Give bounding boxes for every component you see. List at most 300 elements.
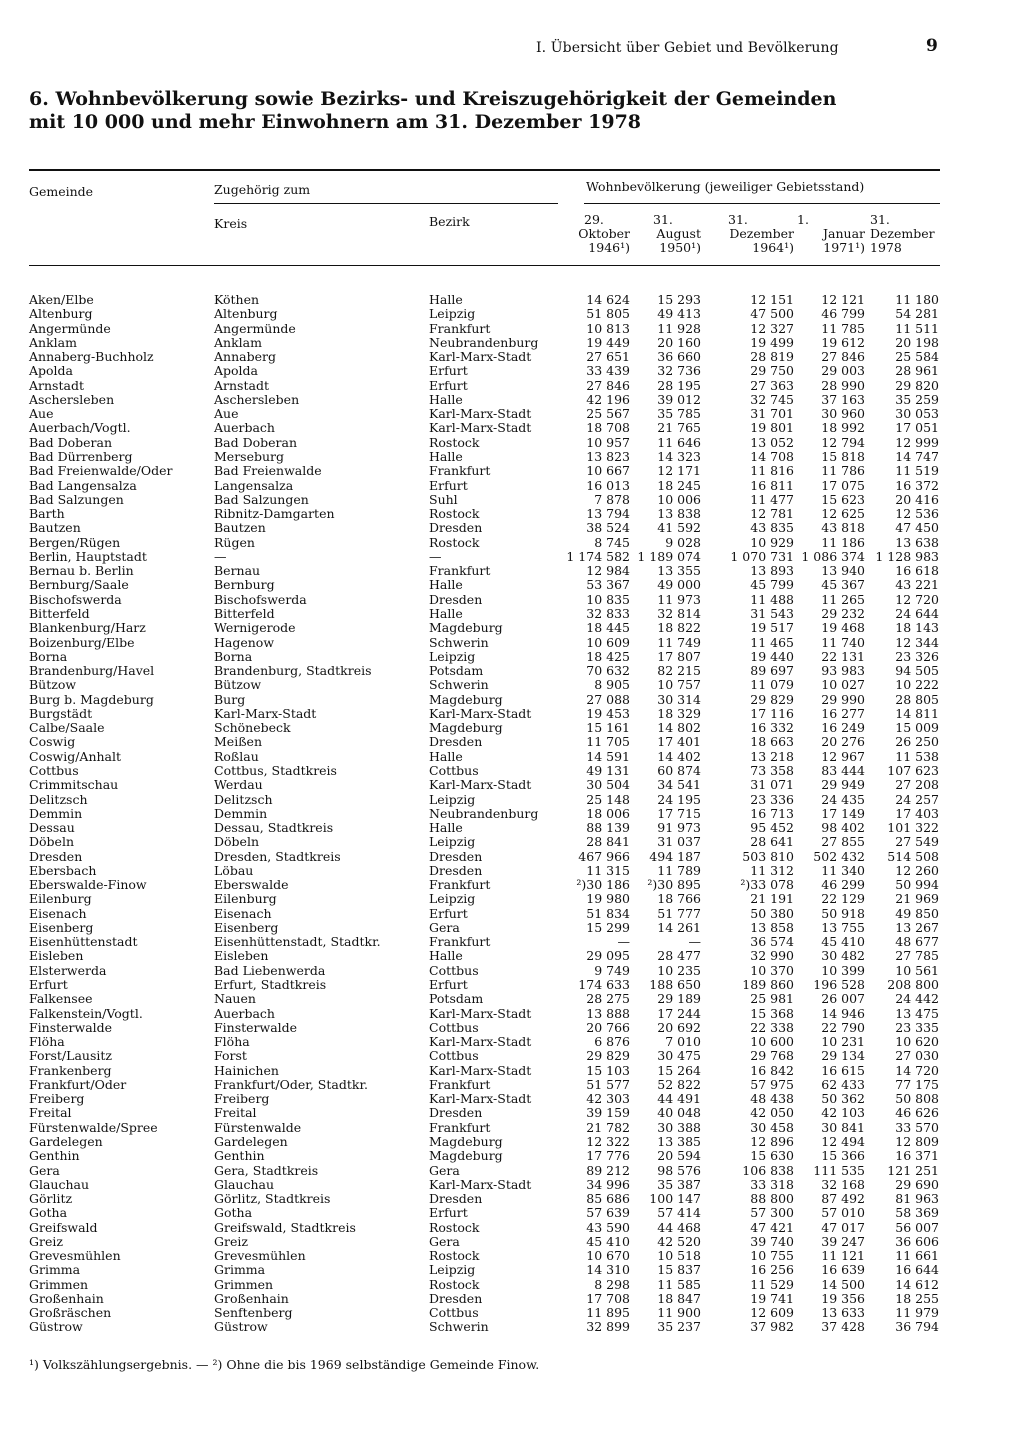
value-1950-cell: 44 491 — [657, 1091, 701, 1107]
value-1964-cell: 73 358 — [750, 762, 794, 778]
value-1971-cell: 18 992 — [821, 420, 865, 436]
value-1971-cell: 11 186 — [821, 534, 865, 550]
kreis-cell: Glauchau — [214, 1176, 275, 1192]
bezirk-cell: Halle — [429, 577, 463, 593]
kreis-cell: Freiberg — [214, 1091, 270, 1107]
value-1946-cell: 13 823 — [586, 449, 630, 464]
value-1964-cell: 11 529 — [750, 1276, 794, 1292]
value-1950-cell: 35 785 — [657, 406, 701, 422]
value-1950-cell: 1 189 074 — [637, 548, 701, 564]
value-1978-cell: 24 644 — [895, 605, 939, 621]
bezirk-cell: Rostock — [429, 1219, 480, 1235]
value-1971-cell: 39 247 — [821, 1233, 865, 1249]
bezirk-cell: Magdeburg — [429, 620, 503, 636]
value-1971-cell: 12 625 — [821, 506, 865, 521]
bezirk-cell: Potsdam — [429, 663, 484, 678]
gemeinde-cell: Flöha — [29, 1034, 65, 1049]
value-1950-cell: 20 160 — [657, 334, 701, 350]
value-1971-cell: 57 010 — [821, 1205, 865, 1221]
value-1946-cell: 28 841 — [586, 834, 630, 850]
bezirk-cell: Magdeburg — [429, 1133, 503, 1149]
value-1950-cell: 15 837 — [657, 1262, 701, 1278]
kreis-cell: Bad Freienwalde — [214, 463, 322, 479]
gemeinde-cell: Delitzsch — [29, 791, 88, 807]
bezirk-cell: Dresden — [429, 848, 483, 864]
value-1946-cell: 51 834 — [586, 905, 630, 921]
gemeinde-cell: Gardelegen — [29, 1133, 103, 1149]
kreis-cell: Greiz — [214, 1233, 248, 1249]
value-1971-cell: 93 983 — [821, 663, 865, 678]
value-1964-cell: 503 810 — [742, 848, 794, 864]
gemeinde-cell: Grevesmühlen — [29, 1248, 121, 1264]
kreis-cell: Borna — [214, 648, 253, 664]
header-date-1946-month: Oktober — [578, 226, 630, 241]
kreis-cell: Fürstenwalde — [214, 1119, 302, 1135]
gemeinde-cell: Freital — [29, 1105, 72, 1121]
bezirk-cell: Frankfurt — [429, 320, 491, 336]
gemeinde-cell: Gotha — [29, 1205, 68, 1221]
value-1971-cell: 12 494 — [821, 1133, 865, 1149]
value-1978-cell: 94 505 — [895, 663, 939, 678]
value-1950-cell: 13 385 — [657, 1133, 701, 1149]
bezirk-cell: Cottbus — [429, 762, 479, 778]
value-1978-cell: 13 638 — [895, 534, 939, 550]
value-1971-cell: 15 818 — [821, 449, 865, 464]
bezirk-cell: Frankfurt — [429, 563, 491, 579]
value-1946-cell: 10 835 — [586, 591, 630, 607]
gemeinde-cell: Bischofswerda — [29, 591, 122, 607]
value-1950-cell: 12 171 — [657, 463, 701, 479]
value-1964-cell: ²)33 078 — [740, 877, 794, 893]
value-1964-cell: 89 697 — [750, 663, 794, 678]
value-1946-cell: 17 708 — [586, 1290, 630, 1306]
value-1950-cell: 28 477 — [657, 948, 701, 964]
value-1946-cell: 88 139 — [586, 820, 630, 835]
value-1950-cell: 24 195 — [657, 791, 701, 807]
value-1946-cell: 11 315 — [586, 862, 630, 878]
value-1978-cell: 11 511 — [895, 320, 939, 336]
value-1971-cell: 43 818 — [821, 520, 865, 536]
header-date-1971 — [775, 213, 865, 255]
gemeinde-cell: Bautzen — [29, 520, 81, 536]
gemeinde-cell: Eisenhüttenstadt — [29, 934, 138, 950]
value-1978-cell: 16 618 — [895, 563, 939, 579]
kreis-cell: Langensalza — [214, 477, 294, 493]
bezirk-cell: Dresden — [429, 1105, 483, 1121]
kreis-cell: Merseburg — [214, 449, 285, 464]
kreis-cell: Senftenberg — [214, 1305, 293, 1321]
value-1950-cell: 49 000 — [657, 577, 701, 593]
bezirk-cell: Dresden — [429, 1191, 483, 1206]
header-date-1971-month: Januar — [823, 226, 865, 241]
value-1964-cell: 31 543 — [750, 605, 794, 621]
header-date-1946-year: 1946¹) — [588, 240, 630, 255]
gemeinde-cell: Finsterwalde — [29, 1019, 113, 1035]
value-1946-cell: 8 298 — [594, 1276, 630, 1292]
bezirk-cell: Halle — [429, 391, 463, 407]
value-1946-cell: 10 813 — [586, 320, 630, 336]
kreis-cell: Bautzen — [214, 520, 266, 536]
bezirk-cell: Karl-Marx-Stadt — [429, 1062, 532, 1078]
value-1946-cell: 14 310 — [586, 1262, 630, 1278]
value-1950-cell: 20 692 — [657, 1019, 701, 1035]
value-1971-cell: 29 232 — [821, 605, 865, 621]
value-1946-cell: 11 895 — [586, 1305, 630, 1321]
gemeinde-cell: Altenburg — [29, 306, 93, 322]
value-1964-cell: 21 191 — [750, 891, 794, 907]
kreis-cell: — — [214, 548, 227, 564]
value-1964-cell: 28 819 — [750, 349, 794, 365]
bezirk-cell: Neubrandenburg — [429, 334, 539, 350]
kreis-cell: Eisenberg — [214, 919, 279, 935]
value-1946-cell: 38 524 — [586, 520, 630, 536]
value-1946-cell: 51 577 — [586, 1076, 630, 1092]
bezirk-cell: Rostock — [429, 1248, 480, 1264]
bezirk-cell: Rostock — [429, 534, 480, 550]
kreis-cell: Burg — [214, 691, 246, 707]
value-1964-cell: 50 380 — [750, 905, 794, 921]
value-1964-cell: 31 701 — [750, 406, 794, 422]
value-1946-cell: 33 439 — [586, 363, 630, 379]
gemeinde-cell: Crimmitschau — [29, 777, 119, 793]
value-1950-cell: 10 757 — [657, 677, 701, 693]
kreis-cell: Wernigerode — [214, 620, 296, 636]
value-1950-cell: 57 414 — [657, 1205, 701, 1221]
value-1971-cell: 11 340 — [821, 862, 865, 878]
value-1964-cell: 12 327 — [750, 320, 794, 336]
value-1950-cell: 21 765 — [657, 420, 701, 436]
kreis-cell: Angermünde — [214, 320, 296, 336]
value-1946-cell: 29 829 — [586, 1048, 630, 1064]
bezirk-cell: Leipzig — [429, 306, 476, 322]
value-1978-cell: 12 536 — [895, 506, 939, 521]
bezirk-cell: Erfurt — [429, 377, 468, 393]
value-1950-cell: 82 215 — [657, 663, 701, 678]
value-1964-cell: 19 440 — [750, 648, 794, 664]
value-1971-cell: 30 841 — [821, 1119, 865, 1135]
value-1946-cell: 49 131 — [586, 762, 630, 778]
value-1964-cell: 10 600 — [750, 1034, 794, 1049]
kreis-cell: Rügen — [214, 534, 255, 550]
value-1978-cell: 21 969 — [895, 891, 939, 907]
value-1964-cell: 19 741 — [750, 1290, 794, 1306]
value-1946-cell: 10 667 — [586, 463, 630, 479]
header-date-1946-day: 29. — [584, 212, 604, 227]
value-1946-cell: 30 504 — [586, 777, 630, 793]
gemeinde-cell: Bad Freienwalde/Oder — [29, 463, 173, 479]
value-1971-cell: 10 231 — [821, 1034, 865, 1049]
gemeinde-cell: Großräschen — [29, 1305, 112, 1321]
value-1946-cell: 14 591 — [586, 748, 630, 764]
value-1950-cell: 49 413 — [657, 306, 701, 322]
value-1978-cell: 11 180 — [895, 292, 939, 307]
value-1950-cell: 39 012 — [657, 391, 701, 407]
value-1964-cell: 19 499 — [750, 334, 794, 350]
value-1978-cell: 20 198 — [895, 334, 939, 350]
gemeinde-cell: Görlitz — [29, 1191, 73, 1206]
kreis-cell: Roßlau — [214, 748, 259, 764]
kreis-cell: Auerbach — [214, 420, 275, 436]
bezirk-cell: Rostock — [429, 506, 480, 521]
value-1950-cell: 13 838 — [657, 506, 701, 521]
table-title-line1: 6. Wohnbevölkerung sowie Bezirks- und Kreiszugehörigkeit der Gemeinden — [29, 88, 837, 110]
bezirk-cell: Rostock — [429, 1276, 480, 1292]
bezirk-cell: Magdeburg — [429, 1148, 503, 1164]
value-1978-cell: 30 053 — [895, 406, 939, 422]
value-1971-cell: 19 356 — [821, 1290, 865, 1306]
value-1950-cell: 30 314 — [657, 691, 701, 707]
header-date-1950-year: 1950¹) — [659, 240, 701, 255]
bezirk-cell: Magdeburg — [429, 691, 503, 707]
value-1950-cell: 188 650 — [649, 977, 701, 992]
kreis-cell: Köthen — [214, 292, 260, 307]
gemeinde-cell: Bad Langensalza — [29, 477, 137, 493]
gemeinde-cell: Frankenberg — [29, 1062, 112, 1078]
gemeinde-cell: Glauchau — [29, 1176, 90, 1192]
value-1964-cell: 16 256 — [750, 1262, 794, 1278]
value-1946-cell: 42 303 — [586, 1091, 630, 1107]
gemeinde-cell: Barth — [29, 506, 65, 521]
value-1964-cell: 11 488 — [750, 591, 794, 607]
bezirk-cell: Frankfurt — [429, 934, 491, 950]
bezirk-cell: Karl-Marx-Stadt — [429, 1176, 532, 1192]
bezirk-cell: Schwerin — [429, 1319, 489, 1335]
gemeinde-cell: Eisenach — [29, 905, 87, 921]
kreis-cell: Bernau — [214, 563, 261, 579]
value-1971-cell: 11 785 — [821, 320, 865, 336]
value-1946-cell: 10 609 — [586, 634, 630, 650]
kreis-cell: Hagenow — [214, 634, 275, 650]
value-1950-cell: 31 037 — [657, 834, 701, 850]
kreis-cell: Nauen — [214, 991, 256, 1007]
gemeinde-cell: Coswig — [29, 734, 76, 750]
kreis-cell: Altenburg — [214, 306, 278, 322]
value-1950-cell: 18 329 — [657, 705, 701, 721]
value-1950-cell: 20 594 — [657, 1148, 701, 1164]
value-1950-cell: 32 736 — [657, 363, 701, 379]
value-1971-cell: 11 740 — [821, 634, 865, 650]
value-1978-cell: 50 808 — [895, 1091, 939, 1107]
kreis-cell: Aschersleben — [214, 391, 300, 407]
bezirk-cell: Dresden — [429, 1290, 483, 1306]
value-1971-cell: 11 265 — [821, 591, 865, 607]
value-1964-cell: 30 458 — [750, 1119, 794, 1135]
kreis-cell: Apolda — [214, 363, 259, 379]
value-1964-cell: 29 750 — [750, 363, 794, 379]
kreis-cell: Arnstadt — [214, 377, 269, 393]
table-title-line2: mit 10 000 und mehr Einwohnern am 31. Dezember 1978 — [29, 111, 642, 133]
value-1971-cell: 28 990 — [821, 377, 865, 393]
value-1964-cell: 15 368 — [750, 1005, 794, 1021]
value-1946-cell: 10 670 — [586, 1248, 630, 1264]
value-1964-cell: 13 858 — [750, 919, 794, 935]
value-1946-cell: 70 632 — [586, 663, 630, 678]
gemeinde-cell: Ebersbach — [29, 862, 97, 878]
value-1971-cell: 83 444 — [821, 762, 865, 778]
value-1971-cell: 87 492 — [821, 1191, 865, 1206]
value-1978-cell: 11 661 — [895, 1248, 939, 1264]
gemeinde-cell: Elsterwerda — [29, 962, 107, 978]
value-1964-cell: 14 708 — [750, 449, 794, 464]
value-1978-cell: 11 519 — [895, 463, 939, 479]
value-1950-cell: 52 822 — [657, 1076, 701, 1092]
gemeinde-cell: Großenhain — [29, 1290, 104, 1306]
bezirk-cell: Cottbus — [429, 1048, 479, 1064]
value-1971-cell: 17 075 — [821, 477, 865, 493]
value-1978-cell: 10 222 — [895, 677, 939, 693]
header-zugehoerig: Zugehörig zum — [214, 182, 311, 197]
value-1978-cell: 25 584 — [895, 349, 939, 365]
value-1971-cell: 15 623 — [821, 491, 865, 507]
value-1971-cell: 29 134 — [821, 1048, 865, 1064]
value-1946-cell: 39 159 — [586, 1105, 630, 1121]
kreis-cell: Aue — [214, 406, 239, 422]
value-1978-cell: 1 128 983 — [875, 548, 939, 564]
gemeinde-cell: Anklam — [29, 334, 77, 350]
value-1978-cell: 10 620 — [895, 1034, 939, 1049]
value-1964-cell: 57 975 — [750, 1076, 794, 1092]
value-1978-cell: 14 612 — [895, 1276, 939, 1292]
header-date-1950-day: 31. — [653, 212, 673, 227]
value-1964-cell: 16 713 — [750, 805, 794, 821]
bezirk-cell: Gera — [429, 1162, 460, 1178]
value-1964-cell: 189 860 — [742, 977, 794, 992]
running-head: I. Übersicht über Gebiet und Bevölkerung — [536, 40, 839, 56]
value-1964-cell: 13 893 — [750, 563, 794, 579]
gemeinde-cell: Falkensee — [29, 991, 93, 1007]
kreis-cell: Eisleben — [214, 948, 269, 964]
value-1950-cell: 17 715 — [657, 805, 701, 821]
value-1946-cell: 27 651 — [586, 349, 630, 365]
value-1971-cell: 11 786 — [821, 463, 865, 479]
value-1946-cell: 53 367 — [586, 577, 630, 593]
value-1964-cell: 29 829 — [750, 691, 794, 707]
value-1964-cell: 45 799 — [750, 577, 794, 593]
value-1978-cell: 12 720 — [895, 591, 939, 607]
value-1946-cell: 18 425 — [586, 648, 630, 664]
value-1971-cell: 11 121 — [821, 1248, 865, 1264]
value-1971-cell: 42 103 — [821, 1105, 865, 1121]
value-1946-cell: 174 633 — [578, 977, 630, 992]
gemeinde-cell: Calbe/Saale — [29, 720, 105, 736]
kreis-cell: Frankfurt/Oder, Stadtkr. — [214, 1076, 369, 1092]
kreis-cell: Bad Liebenwerda — [214, 962, 326, 978]
value-1971-cell: 29 003 — [821, 363, 865, 379]
value-1971-cell: 37 163 — [821, 391, 865, 407]
value-1964-cell: 16 842 — [750, 1062, 794, 1078]
value-1950-cell: 14 402 — [657, 748, 701, 764]
kreis-cell: Bernburg — [214, 577, 275, 593]
value-1946-cell: 15 299 — [586, 919, 630, 935]
kreis-cell: Großenhain — [214, 1290, 289, 1306]
bezirk-cell: Gera — [429, 1233, 460, 1249]
value-1978-cell: 11 538 — [895, 748, 939, 764]
value-1946-cell: — — [617, 934, 630, 950]
value-1971-cell: 32 168 — [821, 1176, 865, 1192]
gemeinde-cell: Berlin, Hauptstadt — [29, 548, 147, 564]
value-1964-cell: 25 981 — [750, 991, 794, 1007]
header-rule-zugehoerig — [214, 203, 558, 204]
value-1950-cell: 7 010 — [665, 1034, 701, 1049]
value-1964-cell: 95 452 — [750, 820, 794, 835]
header-date-1964-year: 1964¹) — [752, 240, 794, 255]
header-gemeinde: Gemeinde — [29, 184, 94, 199]
value-1946-cell: 8 745 — [594, 534, 630, 550]
value-1946-cell: 12 984 — [586, 563, 630, 579]
value-1964-cell: 11 079 — [750, 677, 794, 693]
gemeinde-cell: Coswig/Anhalt — [29, 748, 122, 764]
bezirk-cell: Erfurt — [429, 905, 468, 921]
value-1964-cell: 1 070 731 — [730, 548, 794, 564]
header-date-1950-month: August — [656, 226, 701, 241]
value-1978-cell: 23 326 — [895, 648, 939, 664]
value-1971-cell: 13 633 — [821, 1305, 865, 1321]
value-1946-cell: 28 275 — [586, 991, 630, 1007]
value-1950-cell: 51 777 — [657, 905, 701, 921]
value-1946-cell: 34 996 — [586, 1176, 630, 1192]
value-1946-cell: 51 805 — [586, 306, 630, 322]
value-1946-cell: 15 103 — [586, 1062, 630, 1078]
value-1946-cell: 27 846 — [586, 377, 630, 393]
gemeinde-cell: Dessau — [29, 820, 75, 835]
value-1946-cell: 467 966 — [578, 848, 630, 864]
header-date-1971-day: 1. — [797, 212, 809, 227]
value-1978-cell: 81 963 — [895, 1191, 939, 1206]
gemeinde-cell: Eilenburg — [29, 891, 92, 907]
value-1946-cell: 57 639 — [586, 1205, 630, 1221]
value-1946-cell: 19 453 — [586, 705, 630, 721]
bezirk-cell: Karl-Marx-Stadt — [429, 420, 532, 436]
value-1950-cell: 9 028 — [665, 534, 701, 550]
value-1978-cell: 48 677 — [895, 934, 939, 950]
header-wohnbevoelkerung: Wohnbevölkerung (jeweiliger Gebietsstand) — [586, 179, 865, 194]
kreis-cell: Greifswald, Stadtkreis — [214, 1219, 356, 1235]
gemeinde-cell: Eberswalde-Finow — [29, 877, 147, 893]
bezirk-cell: Magdeburg — [429, 720, 503, 736]
kreis-cell: Bad Salzungen — [214, 491, 309, 507]
gemeinde-cell: Grimma — [29, 1262, 81, 1278]
kreis-cell: Erfurt, Stadtkreis — [214, 977, 327, 992]
value-1978-cell: 16 644 — [895, 1262, 939, 1278]
value-1964-cell: 10 929 — [750, 534, 794, 550]
kreis-cell: Dessau, Stadtkreis — [214, 820, 334, 835]
kreis-cell: Annaberg — [214, 349, 276, 365]
bezirk-cell: Halle — [429, 449, 463, 464]
value-1964-cell: 10 370 — [750, 962, 794, 978]
value-1950-cell: 14 802 — [657, 720, 701, 736]
value-1964-cell: 10 755 — [750, 1248, 794, 1264]
table-top-rule — [29, 169, 940, 171]
value-1946-cell: ²)30 186 — [576, 877, 630, 893]
value-1950-cell: 11 928 — [657, 320, 701, 336]
gemeinde-cell: Genthin — [29, 1148, 80, 1164]
bezirk-cell: Karl-Marx-Stadt — [429, 406, 532, 422]
value-1978-cell: 107 623 — [887, 762, 939, 778]
bezirk-cell: Cottbus — [429, 1019, 479, 1035]
value-1964-cell: 106 838 — [742, 1162, 794, 1178]
value-1964-cell: 33 318 — [750, 1176, 794, 1192]
kreis-cell: Grimma — [214, 1262, 266, 1278]
value-1971-cell: 12 794 — [821, 434, 865, 450]
value-1964-cell: 32 745 — [750, 391, 794, 407]
value-1950-cell: 18 822 — [657, 620, 701, 636]
value-1971-cell: 15 366 — [821, 1148, 865, 1164]
gemeinde-cell: Gera — [29, 1162, 60, 1178]
value-1964-cell: 43 835 — [750, 520, 794, 536]
value-1946-cell: 11 705 — [586, 734, 630, 750]
kreis-cell: Grevesmühlen — [214, 1248, 306, 1264]
value-1964-cell: 11 465 — [750, 634, 794, 650]
